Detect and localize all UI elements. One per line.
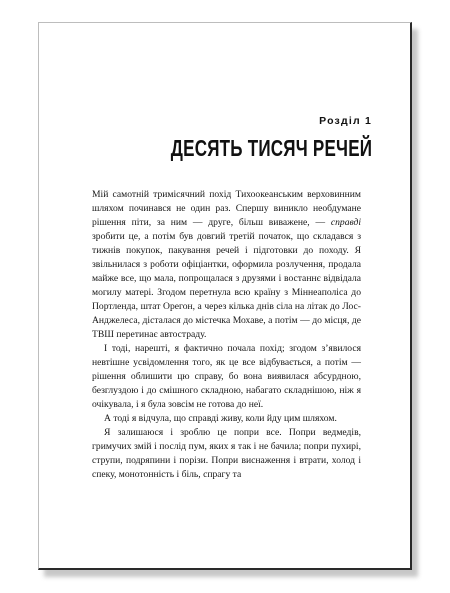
paragraph-1-emphasis: справді — [330, 217, 361, 228]
paragraph-4: Я залишаюся і зроблю це попри все. Попри ведмедів, гримучих змій і послід пум, яких я так і не бачила; попри пухирі, струпи, подряпини і порізи. Попри виснаження і втрати, холод і спеку, монотонність і біль, спрагу та — [92, 427, 361, 480]
paragraph-1-text-end: зробити це, а потім був довгий третій початок, що складався з тижнів покупок, пакування речей і підготовки до походу. Я звільнилася з роботи офіціантки, оформила розлучення, продала майже все, що мала, попрощалася з друзями і востаннє відвідала могилу матері. Згодом перетнула всю країну з Міннеаполіса до Портленда, штат Орегон, а через кілька днів сіла на літак до Лос-Анджелеса, дісталася до містечка Мохаве, а потім — до місця, де ТВШ перетинає автостраду. — [92, 231, 361, 340]
paragraph-1-text-start: Мій самотній тримісячний похід Тихоокеанським верховинним шляхом починався не один раз. Спершу виникло необдумане рішення піти, за ним — друге, більш виважене, — — [92, 189, 361, 228]
book-page — [38, 22, 412, 570]
chapter-title: ДЕСЯТЬ ТИСЯЧ РЕЧЕЙ — [170, 135, 372, 161]
paragraph-1 — [92, 188, 361, 342]
chapter-body — [92, 188, 361, 482]
paragraph-3: А тоді я відчула, що справді живу, коли йду цим шляхом. — [104, 413, 337, 424]
chapter-label: Розділ 1 — [319, 115, 372, 127]
paragraph-2: І тоді, нарешті, я фактично почала похід; згодом з’явилося невтішне усвідомлення того, як це все відбувається, а потім — рішення облишити цю справу, бо вона виявилася абсурдною, безглуздою і до смішного складною, набагато складнішою, ніж я очікувала, і я була зовсім не готова до неї. — [92, 343, 361, 410]
